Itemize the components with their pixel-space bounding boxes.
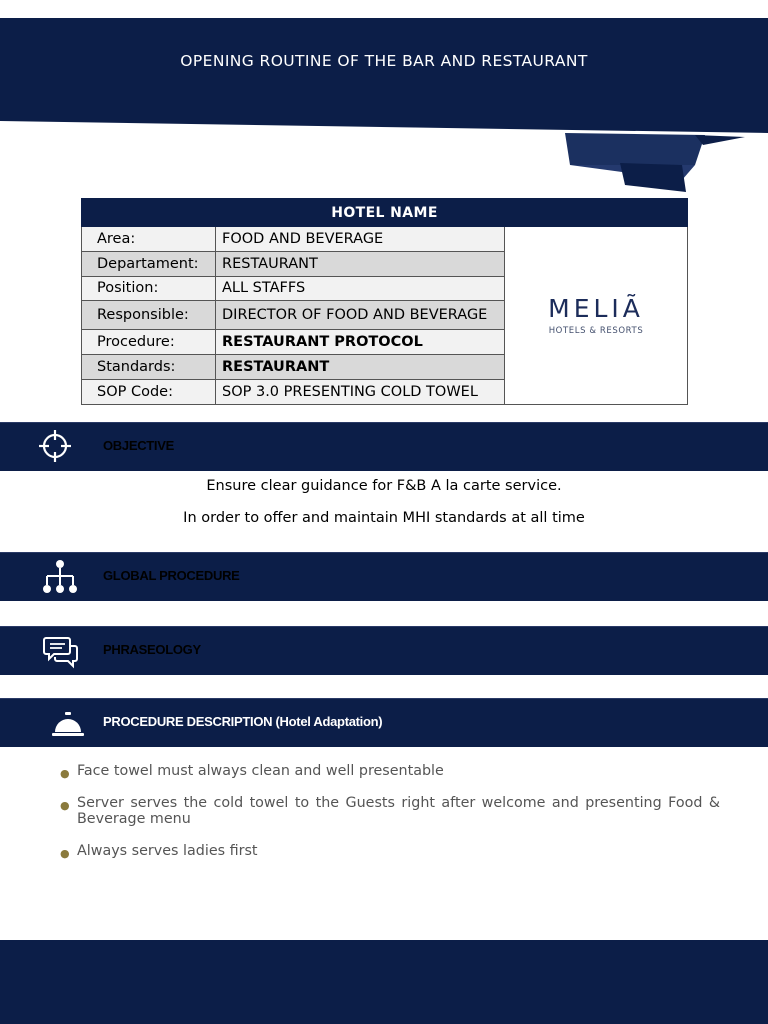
phraseology-label: PHRASEOLOGY bbox=[103, 642, 201, 657]
procedure-description-section-bar bbox=[0, 698, 768, 747]
header-ribbon-decoration bbox=[555, 125, 745, 195]
area-value: FOOD AND BEVERAGE bbox=[216, 227, 505, 252]
list-item: ● Server serves the cold towel to the Guests right after welcome and presenting Food & Beverage menu bbox=[60, 795, 720, 827]
standards-value: RESTAURANT bbox=[216, 354, 505, 379]
objective-line-1: Ensure clear guidance for F&B A la carte service. bbox=[206, 478, 562, 494]
position-value: ALL STAFFS bbox=[216, 276, 505, 301]
hotel-logo bbox=[505, 227, 688, 405]
hotel-name-header: HOTEL NAME bbox=[82, 199, 688, 227]
objective-line-2: In order to offer and maintain MHI standards at all time bbox=[183, 510, 585, 526]
objective-label: OBJECTIVE bbox=[103, 438, 174, 453]
sop-code-value: SOP 3.0 PRESENTING COLD TOWEL bbox=[216, 379, 505, 404]
bullet-dot-icon: ● bbox=[60, 847, 70, 860]
logo-subtitle: HOTELS & RESORTS bbox=[548, 326, 644, 337]
speech-bubbles-icon bbox=[43, 634, 79, 670]
global-procedure-label: GLOBAL PROCEDURE bbox=[103, 568, 240, 583]
procedure-label: Procedure: bbox=[82, 330, 216, 355]
org-chart-icon bbox=[42, 559, 78, 595]
objective-section-bar bbox=[0, 422, 768, 471]
global-procedure-section-bar bbox=[0, 552, 768, 601]
procedure-bullet-list bbox=[58, 763, 720, 875]
bullet-dot-icon: ● bbox=[60, 799, 70, 812]
header-banner bbox=[0, 18, 768, 133]
document-title: OPENING ROUTINE OF THE BAR AND RESTAURANT bbox=[180, 52, 588, 70]
position-label: Position: bbox=[82, 276, 216, 301]
responsible-label: Responsible: bbox=[82, 301, 216, 330]
department-value: RESTAURANT bbox=[216, 251, 505, 276]
procedure-value: RESTAURANT PROTOCOL bbox=[216, 330, 505, 355]
logo-wordmark: MELIÃ bbox=[548, 294, 644, 324]
footer-band bbox=[0, 940, 768, 1024]
crosshair-icon bbox=[37, 428, 73, 464]
sop-info-table bbox=[81, 198, 688, 405]
procedure-description-label: PROCEDURE DESCRIPTION (Hotel Adaptation) bbox=[103, 714, 383, 729]
list-item: ● Always serves ladies first bbox=[60, 843, 258, 860]
department-label: Departament: bbox=[82, 251, 216, 276]
service-bell-icon bbox=[50, 707, 86, 743]
standards-label: Standards: bbox=[82, 354, 216, 379]
responsible-value: DIRECTOR OF FOOD AND BEVERAGE bbox=[216, 301, 505, 330]
area-label: Area: bbox=[82, 227, 216, 252]
sop-code-label: SOP Code: bbox=[82, 379, 216, 404]
list-item: ● Face towel must always clean and well presentable bbox=[60, 763, 444, 780]
bullet-dot-icon: ● bbox=[60, 767, 70, 780]
phraseology-section-bar bbox=[0, 626, 768, 675]
